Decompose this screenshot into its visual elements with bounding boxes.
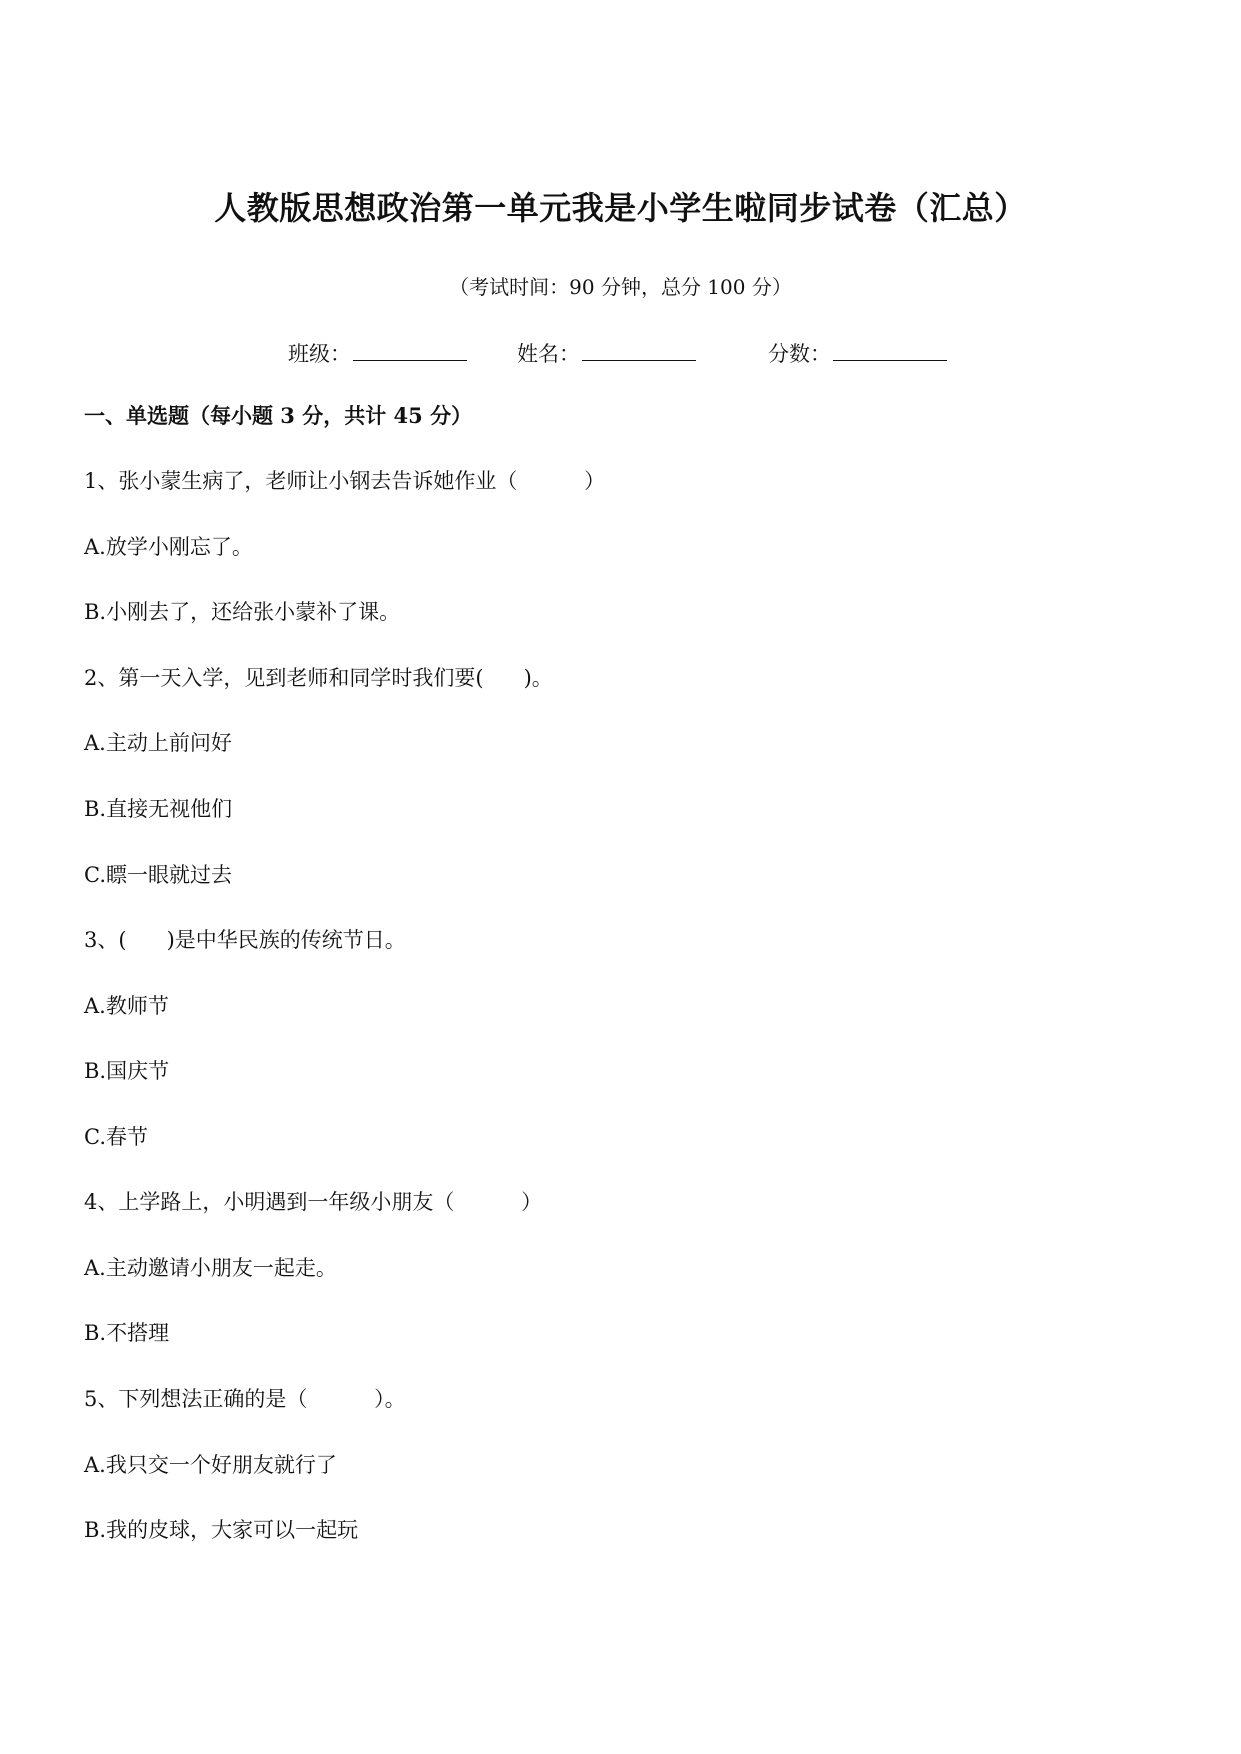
class-blank[interactable] [353, 338, 467, 361]
class-label: 班级： [288, 342, 351, 366]
section-title: 一、单选题（每小题 3 分，共计 45 分） [84, 403, 473, 428]
answer-option: B.不搭理 [84, 1321, 170, 1345]
name-blank[interactable] [582, 338, 696, 361]
question-stem: 1、张小蒙生病了，老师让小钢去告诉她作业（ ） [84, 469, 606, 493]
answer-option: C.春节 [84, 1125, 148, 1149]
answer-option: A.教师节 [84, 994, 169, 1018]
exam-subtitle: （考试时间：90 分钟，总分 100 分） [449, 275, 792, 299]
score-blank[interactable] [833, 338, 947, 361]
question-stem: 4、上学路上，小明遇到一年级小朋友（ ） [84, 1190, 543, 1214]
name-label: 姓名： [517, 342, 580, 366]
exam-title: 人教版思想政治第一单元我是小学生啦同步试卷（汇总） [214, 189, 1027, 227]
answer-option: B.直接无视他们 [84, 797, 233, 821]
question-stem: 3、( )是中华民族的传统节日。 [84, 928, 406, 952]
question-stem: 5、下列想法正确的是（ ）。 [84, 1387, 406, 1411]
name-field [517, 338, 696, 369]
answer-option: B.我的皮球，大家可以一起玩 [84, 1518, 359, 1542]
question-stem: 2、第一天入学，见到老师和同学时我们要( )。 [84, 666, 553, 690]
answer-option: A.主动上前问好 [84, 731, 232, 755]
answer-option: B.国庆节 [84, 1059, 170, 1083]
answer-option: A.放学小刚忘了。 [84, 535, 253, 559]
answer-option: B.小刚去了，还给张小蒙补了课。 [84, 600, 401, 624]
score-field [768, 338, 947, 369]
answer-option: A.我只交一个好朋友就行了 [84, 1453, 337, 1477]
score-label: 分数： [768, 342, 831, 366]
answer-option: C.瞟一眼就过去 [84, 863, 232, 887]
answer-option: A.主动邀请小朋友一起走。 [84, 1256, 337, 1280]
class-field [288, 338, 467, 369]
